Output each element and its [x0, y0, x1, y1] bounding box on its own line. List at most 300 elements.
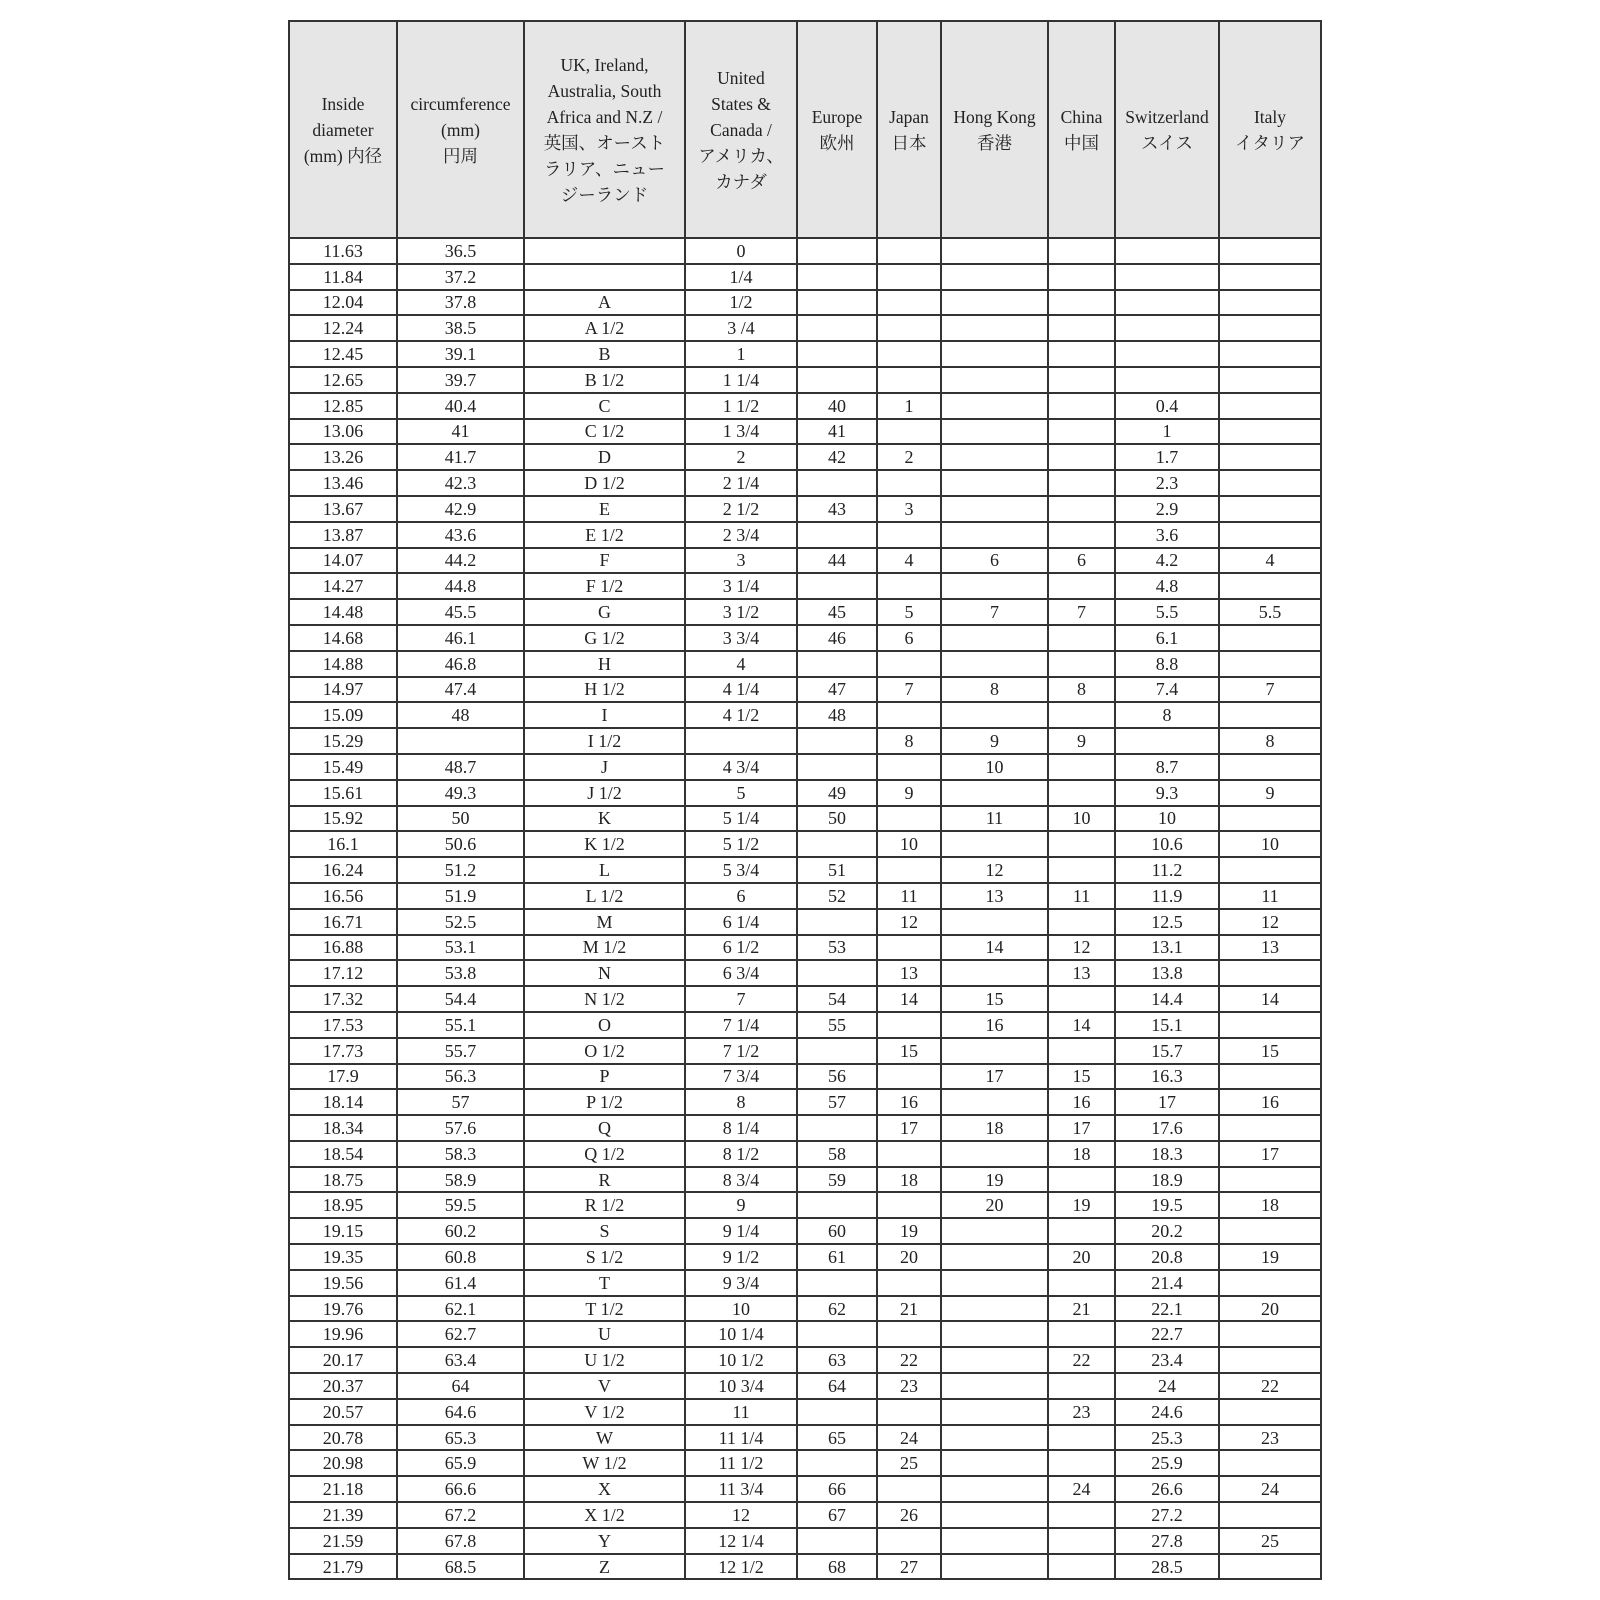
header-inside-diameter: Inside diameter (mm) 内径	[289, 21, 397, 238]
cell-uk-size: L 1/2	[524, 883, 685, 909]
table-row	[289, 573, 1321, 599]
cell-japan-size	[877, 754, 941, 780]
cell-circumference: 66.6	[397, 1476, 524, 1502]
cell-uk-size: X 1/2	[524, 1502, 685, 1528]
cell-uk-size: O	[524, 1012, 685, 1038]
cell-uk-size: Q 1/2	[524, 1141, 685, 1167]
cell-inside-diameter: 20.57	[289, 1399, 397, 1425]
cell-inside-diameter: 14.97	[289, 677, 397, 703]
cell-switzerland-size: 20.2	[1115, 1218, 1219, 1244]
cell-hong-kong-size	[941, 315, 1048, 341]
cell-inside-diameter: 17.73	[289, 1038, 397, 1064]
cell-circumference: 55.7	[397, 1038, 524, 1064]
table-row	[289, 1502, 1321, 1528]
cell-europe-size: 42	[797, 444, 877, 470]
cell-circumference: 41	[397, 419, 524, 445]
cell-hong-kong-size	[941, 1038, 1048, 1064]
table-row	[289, 522, 1321, 548]
cell-us-size: 12 1/4	[685, 1528, 797, 1554]
cell-china-size: 9	[1048, 728, 1115, 754]
cell-inside-diameter: 18.54	[289, 1141, 397, 1167]
cell-uk-size: R 1/2	[524, 1192, 685, 1218]
table-row	[289, 986, 1321, 1012]
cell-china-size	[1048, 1270, 1115, 1296]
cell-inside-diameter: 15.49	[289, 754, 397, 780]
header-japan-size: Japan 日本	[877, 21, 941, 238]
cell-uk-size: Z	[524, 1554, 685, 1580]
cell-us-size: 8 3/4	[685, 1167, 797, 1193]
cell-japan-size	[877, 341, 941, 367]
cell-switzerland-size	[1115, 264, 1219, 290]
cell-japan-size: 1	[877, 393, 941, 419]
table-row	[289, 1399, 1321, 1425]
cell-circumference: 51.9	[397, 883, 524, 909]
cell-europe-size: 64	[797, 1373, 877, 1399]
cell-us-size: 10 3/4	[685, 1373, 797, 1399]
cell-italy-size: 11	[1219, 883, 1321, 909]
cell-inside-diameter: 14.68	[289, 625, 397, 651]
cell-italy-size	[1219, 1321, 1321, 1347]
cell-inside-diameter: 16.56	[289, 883, 397, 909]
cell-hong-kong-size: 6	[941, 548, 1048, 574]
cell-europe-size: 63	[797, 1347, 877, 1373]
cell-uk-size	[524, 264, 685, 290]
cell-italy-size: 9	[1219, 780, 1321, 806]
cell-europe-size: 53	[797, 935, 877, 961]
cell-europe-size	[797, 1270, 877, 1296]
cell-uk-size: D	[524, 444, 685, 470]
cell-italy-size	[1219, 806, 1321, 832]
cell-europe-size: 43	[797, 496, 877, 522]
table-row	[289, 1476, 1321, 1502]
cell-uk-size: T	[524, 1270, 685, 1296]
cell-circumference: 49.3	[397, 780, 524, 806]
cell-switzerland-size: 11.2	[1115, 857, 1219, 883]
cell-uk-size: I 1/2	[524, 728, 685, 754]
cell-uk-size: J	[524, 754, 685, 780]
cell-china-size: 7	[1048, 599, 1115, 625]
cell-switzerland-size	[1115, 290, 1219, 316]
cell-italy-size	[1219, 1012, 1321, 1038]
cell-japan-size: 12	[877, 909, 941, 935]
cell-japan-size: 25	[877, 1450, 941, 1476]
cell-switzerland-size: 7.4	[1115, 677, 1219, 703]
cell-uk-size: U	[524, 1321, 685, 1347]
cell-japan-size: 21	[877, 1296, 941, 1322]
header-china-size: China 中国	[1048, 21, 1115, 238]
cell-japan-size	[877, 1399, 941, 1425]
cell-switzerland-size: 17	[1115, 1089, 1219, 1115]
cell-europe-size: 67	[797, 1502, 877, 1528]
cell-us-size: 6 3/4	[685, 960, 797, 986]
cell-europe-size: 49	[797, 780, 877, 806]
cell-japan-size: 19	[877, 1218, 941, 1244]
cell-uk-size: F	[524, 548, 685, 574]
cell-italy-size: 16	[1219, 1089, 1321, 1115]
cell-us-size: 1 1/2	[685, 393, 797, 419]
cell-italy-size: 24	[1219, 1476, 1321, 1502]
cell-hong-kong-size: 20	[941, 1192, 1048, 1218]
cell-inside-diameter: 16.88	[289, 935, 397, 961]
cell-china-size: 12	[1048, 935, 1115, 961]
cell-hong-kong-size: 12	[941, 857, 1048, 883]
cell-china-size: 10	[1048, 806, 1115, 832]
cell-inside-diameter: 18.95	[289, 1192, 397, 1218]
cell-switzerland-size: 8.7	[1115, 754, 1219, 780]
cell-us-size: 9	[685, 1192, 797, 1218]
cell-europe-size	[797, 909, 877, 935]
cell-switzerland-size: 18.3	[1115, 1141, 1219, 1167]
cell-inside-diameter: 14.88	[289, 651, 397, 677]
cell-circumference: 37.8	[397, 290, 524, 316]
cell-china-size: 22	[1048, 1347, 1115, 1373]
cell-china-size	[1048, 651, 1115, 677]
cell-us-size: 6 1/4	[685, 909, 797, 935]
cell-japan-size	[877, 290, 941, 316]
cell-switzerland-size: 10	[1115, 806, 1219, 832]
table-row	[289, 238, 1321, 264]
cell-circumference: 52.5	[397, 909, 524, 935]
cell-us-size: 9 1/2	[685, 1244, 797, 1270]
cell-us-size: 11 3/4	[685, 1476, 797, 1502]
cell-hong-kong-size	[941, 238, 1048, 264]
cell-europe-size: 52	[797, 883, 877, 909]
cell-europe-size	[797, 315, 877, 341]
cell-hong-kong-size	[941, 1347, 1048, 1373]
cell-switzerland-size: 13.8	[1115, 960, 1219, 986]
cell-china-size	[1048, 625, 1115, 651]
cell-hong-kong-size	[941, 1218, 1048, 1244]
cell-uk-size: Y	[524, 1528, 685, 1554]
cell-circumference: 61.4	[397, 1270, 524, 1296]
cell-us-size: 1 3/4	[685, 419, 797, 445]
cell-uk-size: G 1/2	[524, 625, 685, 651]
cell-italy-size	[1219, 1270, 1321, 1296]
cell-us-size: 10	[685, 1296, 797, 1322]
cell-us-size: 11 1/4	[685, 1425, 797, 1451]
cell-inside-diameter: 11.63	[289, 238, 397, 264]
cell-hong-kong-size	[941, 496, 1048, 522]
cell-hong-kong-size: 11	[941, 806, 1048, 832]
cell-italy-size	[1219, 1115, 1321, 1141]
cell-circumference: 60.2	[397, 1218, 524, 1244]
cell-japan-size: 7	[877, 677, 941, 703]
table-row	[289, 883, 1321, 909]
cell-japan-size	[877, 573, 941, 599]
cell-uk-size: U 1/2	[524, 1347, 685, 1373]
header-us-size: United States & Canada / アメリカ、 カナダ	[685, 21, 797, 238]
cell-circumference: 53.1	[397, 935, 524, 961]
cell-uk-size: E 1/2	[524, 522, 685, 548]
table-row	[289, 1425, 1321, 1451]
cell-us-size: 0	[685, 238, 797, 264]
cell-inside-diameter: 19.56	[289, 1270, 397, 1296]
cell-china-size	[1048, 522, 1115, 548]
cell-uk-size: Q	[524, 1115, 685, 1141]
cell-uk-size: K 1/2	[524, 831, 685, 857]
cell-switzerland-size: 2.3	[1115, 470, 1219, 496]
cell-us-size: 8 1/4	[685, 1115, 797, 1141]
cell-europe-size	[797, 831, 877, 857]
header-row	[289, 21, 1321, 238]
cell-circumference: 54.4	[397, 986, 524, 1012]
cell-uk-size: H 1/2	[524, 677, 685, 703]
cell-circumference: 63.4	[397, 1347, 524, 1373]
cell-japan-size: 18	[877, 1167, 941, 1193]
cell-uk-size: X	[524, 1476, 685, 1502]
cell-us-size: 3 /4	[685, 315, 797, 341]
cell-circumference: 62.1	[397, 1296, 524, 1322]
cell-uk-size: S 1/2	[524, 1244, 685, 1270]
cell-hong-kong-size	[941, 367, 1048, 393]
cell-italy-size: 12	[1219, 909, 1321, 935]
cell-us-size: 6 1/2	[685, 935, 797, 961]
cell-italy-size: 7	[1219, 677, 1321, 703]
cell-hong-kong-size: 16	[941, 1012, 1048, 1038]
cell-switzerland-size: 18.9	[1115, 1167, 1219, 1193]
cell-inside-diameter: 15.92	[289, 806, 397, 832]
cell-hong-kong-size	[941, 573, 1048, 599]
cell-inside-diameter: 16.71	[289, 909, 397, 935]
table-row	[289, 1244, 1321, 1270]
cell-circumference: 50	[397, 806, 524, 832]
cell-circumference: 38.5	[397, 315, 524, 341]
cell-switzerland-size: 22.7	[1115, 1321, 1219, 1347]
cell-japan-size: 14	[877, 986, 941, 1012]
cell-inside-diameter: 17.32	[289, 986, 397, 1012]
cell-japan-size	[877, 1528, 941, 1554]
cell-uk-size: L	[524, 857, 685, 883]
table-row	[289, 1038, 1321, 1064]
cell-china-size: 11	[1048, 883, 1115, 909]
cell-hong-kong-size	[941, 393, 1048, 419]
cell-uk-size: B 1/2	[524, 367, 685, 393]
cell-europe-size	[797, 1115, 877, 1141]
cell-europe-size: 62	[797, 1296, 877, 1322]
cell-uk-size: H	[524, 651, 685, 677]
header-europe-size: Europe 欧州	[797, 21, 877, 238]
cell-uk-size: P	[524, 1064, 685, 1090]
cell-circumference: 58.9	[397, 1167, 524, 1193]
cell-china-size	[1048, 754, 1115, 780]
table-row	[289, 1347, 1321, 1373]
cell-italy-size: 18	[1219, 1192, 1321, 1218]
cell-uk-size: C 1/2	[524, 419, 685, 445]
cell-japan-size	[877, 1270, 941, 1296]
cell-switzerland-size: 8	[1115, 702, 1219, 728]
cell-europe-size: 55	[797, 1012, 877, 1038]
cell-switzerland-size: 17.6	[1115, 1115, 1219, 1141]
cell-italy-size: 23	[1219, 1425, 1321, 1451]
cell-europe-size: 41	[797, 419, 877, 445]
cell-japan-size: 16	[877, 1089, 941, 1115]
cell-japan-size	[877, 1141, 941, 1167]
cell-hong-kong-size	[941, 444, 1048, 470]
cell-circumference: 56.3	[397, 1064, 524, 1090]
cell-hong-kong-size: 10	[941, 754, 1048, 780]
cell-switzerland-size: 15.7	[1115, 1038, 1219, 1064]
table-row	[289, 1218, 1321, 1244]
cell-europe-size: 51	[797, 857, 877, 883]
cell-switzerland-size: 25.3	[1115, 1425, 1219, 1451]
cell-italy-size	[1219, 1399, 1321, 1425]
cell-switzerland-size: 0.4	[1115, 393, 1219, 419]
table-row	[289, 780, 1321, 806]
cell-italy-size: 22	[1219, 1373, 1321, 1399]
cell-circumference: 67.2	[397, 1502, 524, 1528]
cell-europe-size	[797, 1450, 877, 1476]
cell-us-size: 2 1/4	[685, 470, 797, 496]
cell-china-size	[1048, 831, 1115, 857]
cell-uk-size: M 1/2	[524, 935, 685, 961]
cell-circumference: 44.8	[397, 573, 524, 599]
table-row	[289, 1115, 1321, 1141]
cell-china-size	[1048, 1373, 1115, 1399]
table-row	[289, 1373, 1321, 1399]
cell-china-size: 16	[1048, 1089, 1115, 1115]
cell-japan-size: 3	[877, 496, 941, 522]
cell-japan-size	[877, 857, 941, 883]
cell-japan-size: 22	[877, 1347, 941, 1373]
cell-inside-diameter: 17.12	[289, 960, 397, 986]
cell-italy-size	[1219, 264, 1321, 290]
cell-china-size: 17	[1048, 1115, 1115, 1141]
table-row	[289, 264, 1321, 290]
cell-uk-size: T 1/2	[524, 1296, 685, 1322]
cell-china-size	[1048, 857, 1115, 883]
cell-circumference: 57.6	[397, 1115, 524, 1141]
cell-uk-size: C	[524, 393, 685, 419]
cell-europe-size	[797, 1321, 877, 1347]
cell-japan-size	[877, 315, 941, 341]
cell-switzerland-size: 24.6	[1115, 1399, 1219, 1425]
cell-hong-kong-size	[941, 1476, 1048, 1502]
cell-uk-size: G	[524, 599, 685, 625]
table-row	[289, 393, 1321, 419]
cell-us-size: 9 1/4	[685, 1218, 797, 1244]
cell-europe-size	[797, 1399, 877, 1425]
cell-circumference: 59.5	[397, 1192, 524, 1218]
cell-china-size	[1048, 986, 1115, 1012]
cell-italy-size	[1219, 754, 1321, 780]
cell-hong-kong-size	[941, 625, 1048, 651]
table-row	[289, 1089, 1321, 1115]
cell-inside-diameter: 19.35	[289, 1244, 397, 1270]
table-header	[289, 21, 1321, 238]
cell-us-size: 4 3/4	[685, 754, 797, 780]
cell-circumference: 53.8	[397, 960, 524, 986]
cell-switzerland-size: 4.8	[1115, 573, 1219, 599]
cell-circumference: 57	[397, 1089, 524, 1115]
cell-uk-size: S	[524, 1218, 685, 1244]
cell-circumference: 64	[397, 1373, 524, 1399]
cell-italy-size: 17	[1219, 1141, 1321, 1167]
cell-china-size	[1048, 1425, 1115, 1451]
cell-us-size: 4 1/2	[685, 702, 797, 728]
cell-hong-kong-size	[941, 1373, 1048, 1399]
cell-uk-size: V	[524, 1373, 685, 1399]
cell-circumference: 62.7	[397, 1321, 524, 1347]
cell-circumference: 58.3	[397, 1141, 524, 1167]
cell-switzerland-size	[1115, 238, 1219, 264]
cell-uk-size: A	[524, 290, 685, 316]
cell-switzerland-size: 6.1	[1115, 625, 1219, 651]
cell-italy-size	[1219, 1218, 1321, 1244]
cell-europe-size	[797, 1038, 877, 1064]
table-row	[289, 1167, 1321, 1193]
cell-europe-size	[797, 367, 877, 393]
cell-hong-kong-size	[941, 702, 1048, 728]
cell-switzerland-size: 8.8	[1115, 651, 1219, 677]
cell-switzerland-size: 4.2	[1115, 548, 1219, 574]
cell-circumference: 68.5	[397, 1554, 524, 1580]
cell-circumference: 37.2	[397, 264, 524, 290]
cell-inside-diameter: 21.79	[289, 1554, 397, 1580]
cell-japan-size: 5	[877, 599, 941, 625]
cell-inside-diameter: 13.26	[289, 444, 397, 470]
cell-japan-size	[877, 935, 941, 961]
cell-switzerland-size: 26.6	[1115, 1476, 1219, 1502]
cell-us-size: 7	[685, 986, 797, 1012]
cell-hong-kong-size: 9	[941, 728, 1048, 754]
cell-switzerland-size: 10.6	[1115, 831, 1219, 857]
cell-inside-diameter: 12.65	[289, 367, 397, 393]
cell-italy-size: 10	[1219, 831, 1321, 857]
cell-italy-size	[1219, 393, 1321, 419]
cell-hong-kong-size	[941, 1141, 1048, 1167]
cell-italy-size	[1219, 857, 1321, 883]
cell-hong-kong-size	[941, 831, 1048, 857]
table-row	[289, 677, 1321, 703]
table-row	[289, 496, 1321, 522]
cell-europe-size	[797, 960, 877, 986]
table-row	[289, 1012, 1321, 1038]
cell-uk-size: M	[524, 909, 685, 935]
cell-inside-diameter: 21.18	[289, 1476, 397, 1502]
cell-us-size: 3	[685, 548, 797, 574]
cell-uk-size: R	[524, 1167, 685, 1193]
cell-circumference: 48.7	[397, 754, 524, 780]
cell-china-size: 13	[1048, 960, 1115, 986]
cell-switzerland-size: 1.7	[1115, 444, 1219, 470]
table-row	[289, 1296, 1321, 1322]
table-row	[289, 909, 1321, 935]
cell-japan-size	[877, 522, 941, 548]
cell-europe-size: 57	[797, 1089, 877, 1115]
cell-uk-size: E	[524, 496, 685, 522]
cell-japan-size: 26	[877, 1502, 941, 1528]
cell-uk-size: K	[524, 806, 685, 832]
cell-inside-diameter: 12.24	[289, 315, 397, 341]
cell-inside-diameter: 15.29	[289, 728, 397, 754]
cell-hong-kong-size	[941, 419, 1048, 445]
cell-inside-diameter: 21.59	[289, 1528, 397, 1554]
cell-china-size	[1048, 341, 1115, 367]
cell-europe-size: 68	[797, 1554, 877, 1580]
cell-europe-size	[797, 1192, 877, 1218]
cell-japan-size: 27	[877, 1554, 941, 1580]
cell-inside-diameter: 19.96	[289, 1321, 397, 1347]
table-row	[289, 1141, 1321, 1167]
cell-china-size	[1048, 1038, 1115, 1064]
cell-circumference: 41.7	[397, 444, 524, 470]
cell-switzerland-size	[1115, 367, 1219, 393]
table-row	[289, 1554, 1321, 1580]
cell-inside-diameter: 15.09	[289, 702, 397, 728]
cell-switzerland-size	[1115, 341, 1219, 367]
table-row	[289, 702, 1321, 728]
cell-europe-size	[797, 238, 877, 264]
